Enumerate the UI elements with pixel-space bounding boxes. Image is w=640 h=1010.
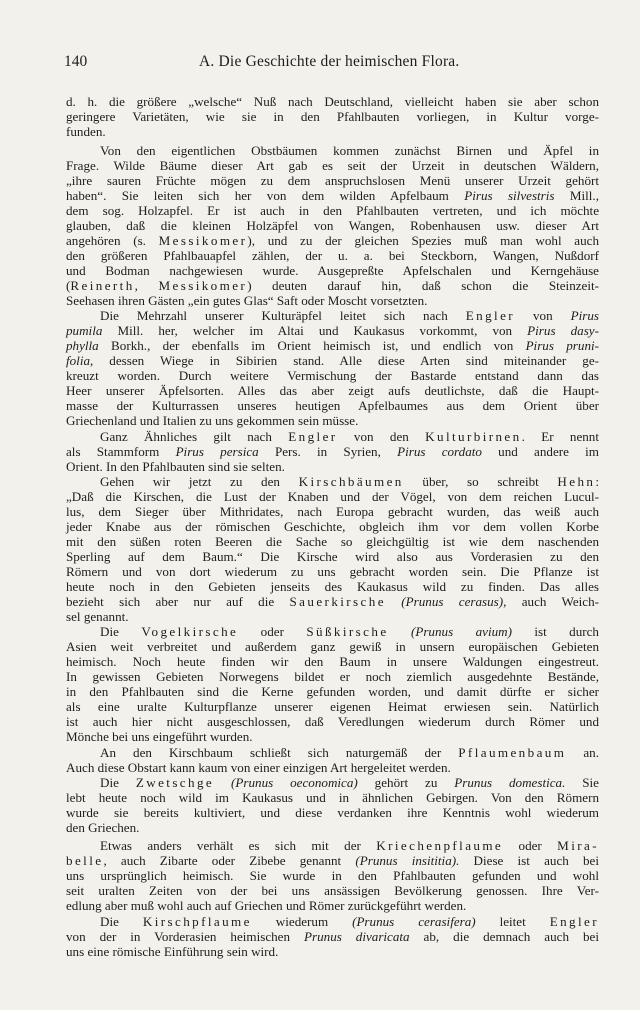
text-run: Asien weit verbreitet und außerdem ganz gewiß in unsern europäischen Gebieten	[66, 639, 599, 655]
text-line	[66, 760, 599, 775]
page-number: 140	[64, 53, 88, 70]
spaced-name: Messikomer	[158, 278, 248, 294]
text-run: dem sog. Holzapfel. Er ist auch in den Pfahlbauten vertreten, und ich möchte	[66, 202, 599, 218]
text-run: glauben, daß die kleinen Holzäpfel von Wangen, Robenhausen usw. dieser Art	[66, 217, 599, 233]
italic-term: Pirus dasy-	[527, 323, 599, 339]
text-run: geringere Varietäten, wie sie in den Pfahlbauten vorliegen, in Kultur vorge-	[66, 109, 599, 125]
spaced-name: Mira-	[557, 838, 599, 854]
text-line	[66, 459, 599, 474]
text-run: (	[66, 278, 71, 294]
text-line	[66, 248, 599, 263]
text-line	[66, 564, 599, 579]
text-run: Orient. In den Pfahlbauten sind sie selten.	[66, 458, 285, 474]
text-line	[66, 444, 599, 459]
spaced-name: Vogelkirsche	[141, 624, 239, 640]
spaced-name: Engler	[549, 913, 599, 929]
text-line	[66, 775, 599, 790]
text-run: wurde sie bereits kultiviert, und diese verdanken ihre Kenntnis wohl wiederum	[66, 804, 599, 820]
spaced-name: Messikomer	[158, 232, 248, 248]
text-run: edlung aber muß wohl auch auf Griechen und Römer zurückgeführt werden.	[66, 898, 467, 914]
text-run: leitet	[475, 913, 550, 929]
text-line	[66, 868, 599, 883]
page-header	[64, 53, 596, 77]
text-run: „Daß die Kirschen, die Lust der Knaben und der Vögel, von dem reichen Lucul-	[66, 488, 599, 504]
text-line	[66, 534, 599, 549]
text-line	[66, 549, 599, 564]
text-run: Heer unserer Äpfelsorten. Alles das aber zeigt aufs deutlichste, daß die Haupt-	[66, 383, 599, 399]
text-run: ) deuten darauf hin, daß schon die Steinzeit-	[247, 278, 600, 294]
spaced-name: Kirschpflaume	[142, 913, 252, 929]
italic-term: Prunus divaricata	[304, 928, 410, 944]
text-run: „ihre sauren Früchte mögen zu dem anspruchslosen Menü unserer Urzeit gehört	[66, 172, 599, 188]
text-run: kreuzt worden. Durch weitere Vermischung der Bastarde entstand dann das	[66, 368, 599, 384]
text-run: Römern und von dort wiederum zu uns gebracht worden sein. Die Pflanze ist	[66, 563, 599, 579]
text-run: wiederum	[251, 913, 353, 929]
text-run: Ganz Ähnliches gilt nach	[100, 428, 289, 444]
spaced-name: Reinerth	[70, 278, 135, 294]
italic-term: (Prunus avium)	[410, 624, 512, 640]
italic-term: (Prunus cerasifera)	[352, 913, 476, 929]
text-line	[66, 883, 599, 898]
text-run: lus, dem Sieger über Mithridates, nach Europa gebracht wurden, das weiß auch	[66, 503, 599, 519]
text-run: Mönche bei uns eingeführt wurden.	[66, 729, 253, 745]
text-line	[66, 338, 599, 353]
text-run: ,	[134, 278, 159, 294]
italic-term: pumila	[66, 323, 103, 339]
text-line	[66, 838, 599, 853]
text-run: dessen Wiege in Sibirien stand. Alle diese Arten sind miteinander ge-	[93, 353, 599, 369]
text-line	[66, 218, 599, 233]
text-line	[66, 699, 599, 714]
text-line	[66, 929, 599, 944]
text-line	[66, 914, 599, 929]
text-run: mit den süßen roten Beeren die Sache so gleichgültig ist wie dem naschenden	[66, 533, 599, 549]
text-run: und Bodman nachgewiesen wurde. Ausgepreßte Apfelschalen und Kerngehäuse	[66, 263, 599, 279]
text-run: als Stammform	[66, 443, 176, 459]
text-line	[66, 368, 599, 383]
italic-term: folia,	[66, 353, 94, 369]
text-run: Die	[100, 913, 143, 929]
text-run: , auch Zibarte oder Zibebe genannt	[103, 853, 356, 869]
text-line	[66, 745, 599, 760]
text-line	[66, 278, 599, 293]
body-text	[66, 94, 599, 959]
spaced-name: Zwetschge	[135, 774, 215, 790]
text-run: angehören (s.	[66, 232, 159, 248]
text-line	[66, 654, 599, 669]
text-line	[66, 188, 599, 203]
text-run: Sperling auf dem Baum.“ Die Kirsche wird also aus Vorderasien zu den	[66, 548, 599, 564]
text-run: heute noch in den Gebieten jenseits des Kaukasus wild zu finden. Das alles	[66, 579, 599, 594]
text-run: von der in Vorderasien heimischen	[66, 928, 304, 944]
text-run: den Griechen.	[66, 819, 140, 835]
text-run: haben“. Sie leiten sich her von dem wilden Apfelbaum	[66, 187, 465, 203]
spaced-name: Kirschbäumen	[298, 473, 404, 489]
text-line	[66, 353, 599, 368]
text-run: Griechenland und Italien zu uns gekommen sein müsse.	[66, 413, 359, 429]
text-run: Frage. Wilde Bäume dieser Art gab es seit der Urzeit in deutschen Wäldern,	[66, 157, 599, 173]
text-run: jeder Knabe aus der römischen Geschichte, obgleich ihm vor dem vollen Korbe	[66, 518, 599, 534]
text-line	[66, 173, 599, 188]
text-line	[66, 383, 599, 398]
text-run	[386, 594, 401, 609]
text-run: Pers. in Syrien,	[258, 443, 398, 459]
text-run: In gewissen Gebieten Norwegens bildet er noch ziemlich ausgedehnte Bestände,	[66, 669, 599, 685]
text-run: heimisch. Noch heute finden wir den Baum in unsere Waldungen eingestreut.	[66, 654, 599, 670]
spaced-name: Kriechenpflaume	[376, 838, 504, 854]
text-line	[66, 124, 599, 139]
text-run: über, so schreibt	[403, 473, 558, 489]
text-run: als eine uralte Kulturpflanze unserer eigenen Heimat erwiesen sein. Natürlich	[66, 699, 599, 715]
text-run: Von den eigentlichen Obstbäumen kommen zunächst Birnen und Äpfel in	[100, 142, 599, 158]
spaced-name: Hehn	[557, 473, 596, 489]
text-line	[66, 669, 599, 684]
text-run: Sie	[565, 774, 599, 790]
spaced-name: Sauerkirsche	[289, 594, 386, 610]
text-run: Auch diese Obstart kann kaum von einer einzigen Art hergeleitet werden.	[66, 759, 451, 775]
text-run: Diese ist auch bei	[459, 853, 599, 869]
spaced-name: Kulturbirnen	[425, 428, 522, 444]
text-run: von den	[337, 428, 426, 444]
text-run: funden.	[66, 124, 106, 140]
text-line	[66, 158, 599, 173]
text-run: An den Kirschbaum schließt sich naturgemäß der	[100, 744, 459, 760]
text-line	[66, 805, 599, 820]
text-line	[66, 609, 599, 624]
spaced-name: Pflaumenbaum	[458, 744, 567, 760]
text-run: ist durch	[511, 624, 599, 640]
text-run: sel genannt.	[66, 609, 129, 625]
text-line	[66, 853, 599, 868]
text-run: Mill. her, welcher im Altai und Kaukasus vorkommt, von	[102, 323, 528, 339]
text-line	[66, 639, 599, 654]
text-run: , auch Weich-	[503, 594, 600, 610]
text-run: Die	[100, 624, 142, 640]
italic-term: Pirus	[570, 308, 599, 324]
text-run: uns ursprünglich heimisch. Sie wurde in den Pfahlbauten gefunden und wohl	[66, 868, 599, 884]
text-run: lebt heute noch wild im Kaukasus und in ähnlichen Gebirgen. Von den Römern	[66, 789, 599, 805]
italic-term: Pirus persica	[175, 443, 259, 459]
italic-term: Pirus silvestris	[464, 187, 555, 203]
text-line	[66, 323, 599, 338]
text-run: ), und zu der gleichen Spezies muß man wohl auch	[247, 232, 599, 248]
text-run: Borkh., der ebenfalls im Orient heimisch ist, und endlich von	[98, 338, 526, 354]
text-line	[66, 203, 599, 218]
text-line	[66, 263, 599, 278]
text-run: oder	[503, 838, 558, 854]
text-run: bezieht sich aber nur auf die	[66, 594, 290, 610]
text-line	[66, 684, 599, 699]
text-line	[66, 474, 599, 489]
text-line	[66, 519, 599, 534]
text-run: Die Mehrzahl unserer Kulturäpfel leitet sich nach	[100, 308, 466, 324]
italic-term: phylla	[66, 338, 99, 354]
text-line	[66, 624, 599, 639]
text-run: Die	[100, 774, 136, 790]
text-run: und andere im	[481, 443, 599, 459]
text-line	[66, 398, 599, 413]
text-run: den größeren Pfahlbauapfel zählen, der u. a. bei Steckborn, Wangen, Nußdorf	[66, 247, 599, 263]
text-line	[66, 714, 599, 729]
text-run: Seehasen ihren Gästen „ein gutes Glas“ Saft oder Moscht vorsetzten.	[66, 293, 428, 309]
text-line	[66, 729, 599, 744]
text-line	[66, 94, 599, 109]
italic-term: Pirus pruni-	[525, 338, 599, 354]
italic-term: Pirus cordato	[397, 443, 482, 459]
text-run: seit uralten Zeiten von der bei uns ansässigen Bevölkerung genossen. Ihre Ver-	[66, 883, 599, 899]
text-line	[66, 820, 599, 835]
text-line	[66, 504, 599, 519]
text-line	[66, 790, 599, 805]
text-run: von	[515, 308, 571, 324]
text-line	[66, 143, 599, 158]
text-run: uns eine römische Einführung sein wird.	[66, 943, 279, 959]
text-run	[214, 775, 231, 790]
text-run: :	[595, 473, 600, 489]
text-run: ab, die demnach auch bei	[409, 928, 599, 944]
spaced-name: belle	[66, 853, 104, 869]
text-line	[66, 429, 599, 444]
italic-term: (Prunus cerasus)	[401, 594, 504, 610]
text-line	[66, 898, 599, 913]
text-line	[66, 944, 599, 959]
spaced-name: Süßkirsche	[306, 624, 389, 640]
text-run: . Er nennt	[521, 428, 599, 444]
text-line	[66, 489, 599, 504]
running-title: A. Die Geschichte der heimischen Flora.	[199, 53, 460, 70]
text-run: ist auch hier nicht ausgeschlossen, daß Veredlungen wiederum durch Römer und	[66, 714, 599, 730]
text-line	[66, 308, 599, 323]
text-line	[66, 293, 599, 308]
text-run: an.	[566, 744, 599, 760]
text-run: Etwas anders verhält es sich mit der	[100, 838, 377, 854]
italic-term: Prunus domestica.	[454, 774, 566, 790]
text-run: gehört zu	[357, 774, 455, 790]
text-run: in den Pfahlbauten sind die Kerne gefunden worden, und damit dürfte er sicher	[66, 684, 599, 700]
text-line	[66, 579, 599, 594]
text-run: oder	[238, 624, 307, 640]
spaced-name: Engler	[288, 428, 338, 444]
text-run: masse der Kulturrassen unseres heutigen Apfelbaumes aus dem Orient über	[66, 398, 599, 414]
text-line	[66, 233, 599, 248]
text-run	[389, 624, 411, 639]
italic-term: (Prunus oeconomica)	[231, 774, 358, 790]
text-line	[66, 413, 599, 428]
text-line	[66, 594, 599, 609]
text-run: Mill.,	[554, 187, 599, 203]
spaced-name: Engler	[465, 308, 516, 324]
text-run: Gehen wir jetzt zu den	[100, 473, 299, 489]
italic-term: (Prunus insititia).	[355, 853, 460, 869]
text-run: d. h. die größere „welsche“ Nuß nach Deutschland, vielleicht haben sie aber schon	[66, 94, 599, 109]
text-line	[66, 109, 599, 124]
